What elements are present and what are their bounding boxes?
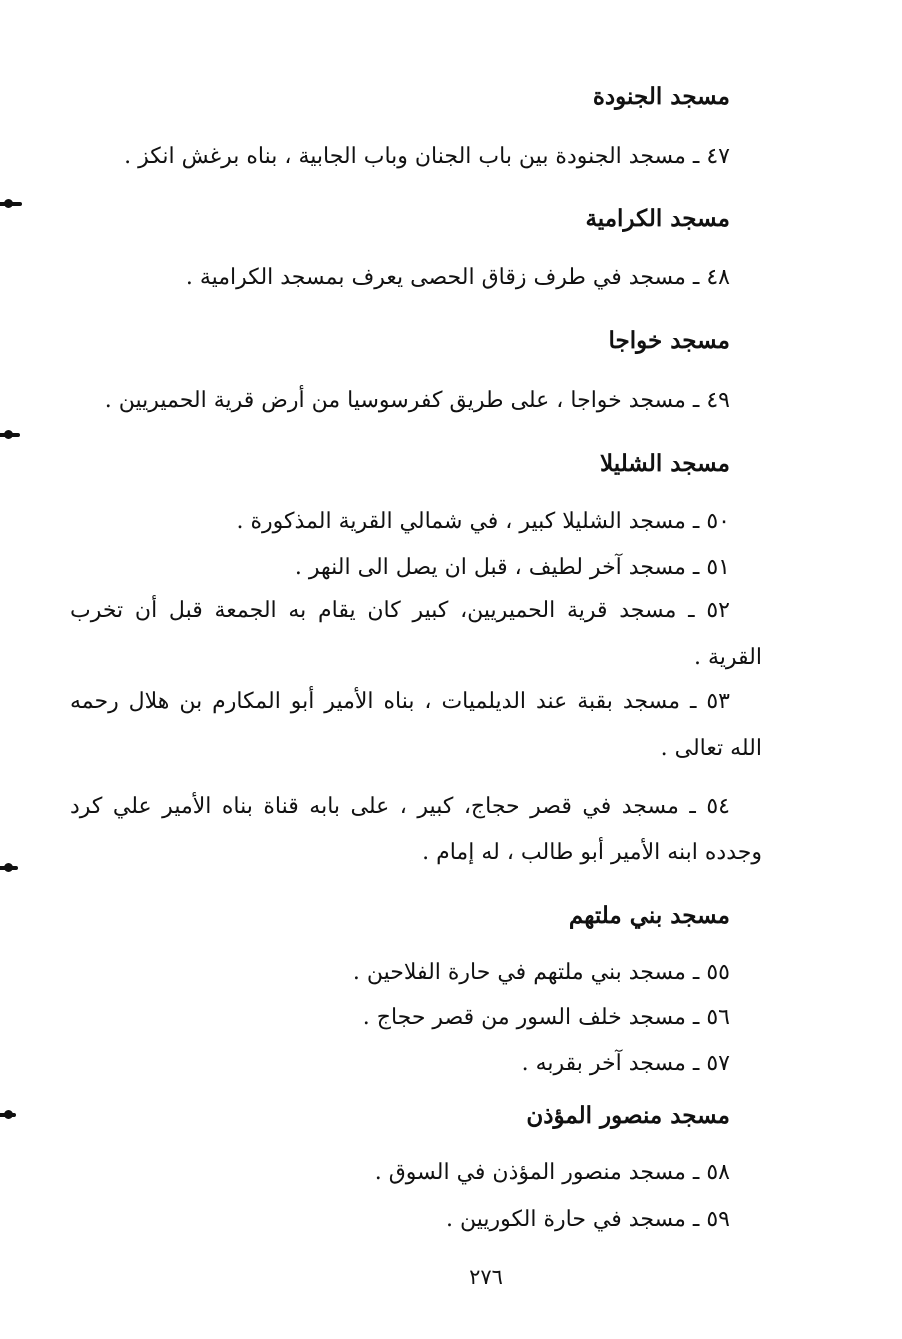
entry-54: ٥٤ ـ مسجد في قصر حجاج، كبير ، على بابه قناة بناه الأمير علي كرد	[70, 794, 730, 819]
entry-53-continuation: الله تعالى .	[660, 736, 762, 761]
entry-56: ٥٦ ـ مسجد خلف السور من قصر حجاج .	[362, 1005, 730, 1030]
scan-edge-mark	[0, 1113, 16, 1117]
entry-55: ٥٥ ـ مسجد بني ملتهم في حارة الفلاحين .	[352, 960, 730, 985]
entry-50: ٥٠ ـ مسجد الشليلا كبير ، في شمالي القرية المذكورة .	[236, 509, 730, 534]
entry-52-continuation: القرية .	[694, 645, 762, 670]
section-heading: مسجد بني ملتهم	[568, 902, 730, 929]
entry-49: ٤٩ ـ مسجد خواجا ، على طريق كفرسوسيا من أرض قرية الحميريين .	[104, 388, 730, 413]
entry-53: ٥٣ ـ مسجد بقبة عند الديلميات ، بناه الأمير أبو المكارم بن هلال رحمه	[70, 689, 730, 714]
entry-47: ٤٧ ـ مسجد الجنودة بين باب الجنان وباب الجابية ، بناه برغش انكز .	[124, 144, 730, 169]
entry-48: ٤٨ ـ مسجد في طرف زقاق الحصى يعرف بمسجد الكرامية .	[185, 265, 730, 290]
page-number	[0, 1262, 902, 1292]
section-heading: مسجد الكرامية	[585, 205, 730, 232]
entry-57: ٥٧ ـ مسجد آخر بقربه .	[521, 1051, 730, 1076]
entry-51: ٥١ ـ مسجد آخر لطيف ، قبل ان يصل الى النهر .	[294, 555, 730, 580]
section-heading: مسجد الجنودة	[592, 83, 730, 110]
scan-edge-mark	[0, 866, 18, 870]
page-number-text: ٢٧٦	[469, 1265, 503, 1289]
scan-edge-mark	[0, 433, 20, 437]
entry-59: ٥٩ ـ مسجد في حارة الكوريين .	[446, 1207, 730, 1232]
entry-54-continuation: وجدده ابنه الأمير أبو طالب ، له إمام .	[422, 840, 762, 865]
section-heading: مسجد خواجا	[608, 327, 730, 354]
section-heading: مسجد منصور المؤذن	[526, 1102, 730, 1129]
scan-edge-mark	[0, 202, 22, 206]
entry-52: ٥٢ ـ مسجد قرية الحميريين، كبير كان يقام به الجمعة قبل أن تخرب	[70, 598, 730, 623]
section-heading: مسجد الشليلا	[600, 450, 730, 477]
entry-58: ٥٨ ـ مسجد منصور المؤذن في السوق .	[374, 1160, 730, 1185]
